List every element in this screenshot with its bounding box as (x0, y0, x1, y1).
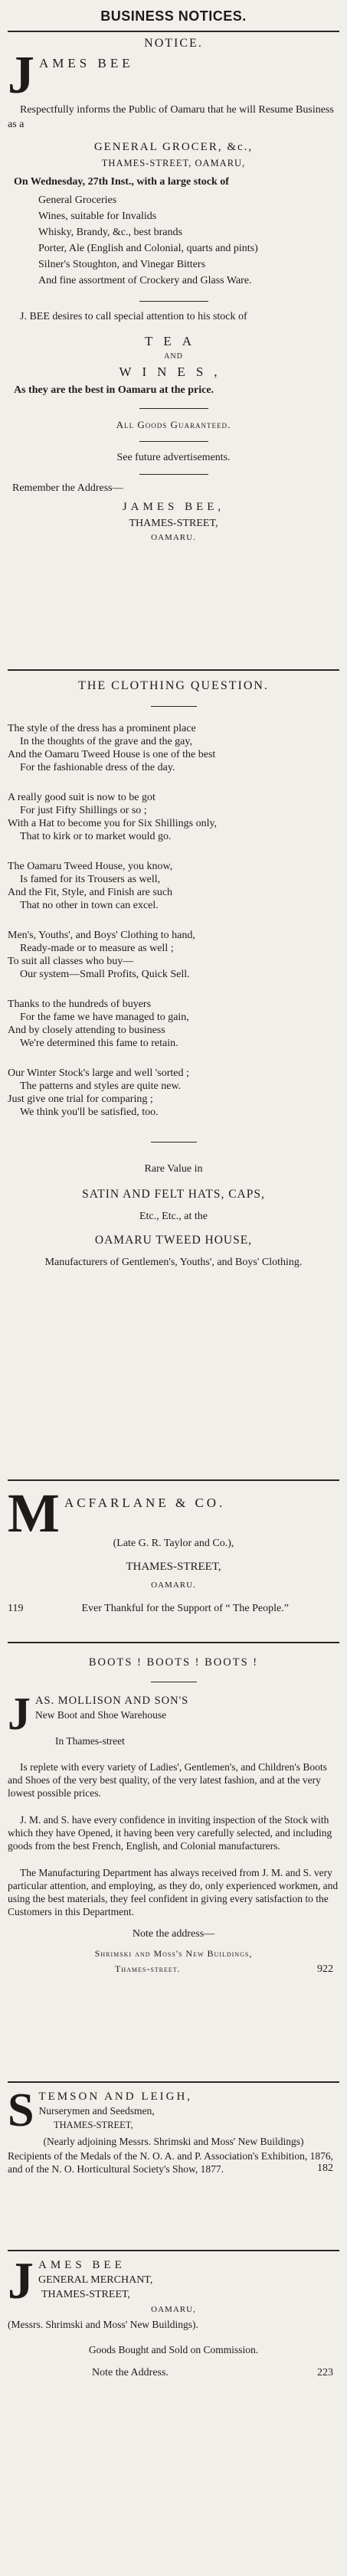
newspaper-column (8, 0, 339, 2576)
divider (139, 474, 208, 475)
verse-line: For just Fifty Shillings or so ; (20, 805, 147, 816)
attention-text: J. BEE desires to call special attention to his stock of (20, 311, 247, 322)
stock-item: General Groceries (38, 195, 117, 206)
verse-line: We're determined this fame to retain. (20, 1038, 178, 1049)
ad-james-bee-notice (8, 32, 339, 669)
verse-line: Men's, Youths', and Boys' Clothing to hand, (8, 930, 195, 941)
ad-james-bee-merchant (8, 2251, 339, 2411)
future-ads-line: See future advertisements. (116, 452, 231, 463)
stock-item: Wines, suitable for Invalids (38, 211, 157, 222)
divider (139, 408, 208, 409)
clothing-heading: THE CLOTHING QUESTION. (78, 679, 269, 692)
verse-line: Thanks to the hundreds of buyers (8, 999, 152, 1010)
thanks-row (8, 1591, 339, 1616)
notice-heading: NOTICE. (144, 37, 203, 50)
verse-line: And by closely attending to business (8, 1025, 165, 1036)
merchant-name: AMES BEE (38, 2259, 126, 2271)
street-line: THAMES-STREET, (54, 2120, 133, 2130)
stock-item: Silner's Stoughton, and Vinegar Bitters (38, 259, 206, 270)
medals-line: Recipients of the Medals of the N. O. A. and P. Association's Exhibition, 1876, and of the N. O. Horticultural Society's Show, 1877. (8, 2150, 334, 2175)
verse-line: And the Fit, Style, and Finish are such (8, 887, 173, 898)
address-row (8, 1961, 339, 1977)
wines-heading: WINES, (119, 364, 228, 379)
dropcap: J (8, 46, 34, 105)
late-firm-line: (Late G. R. Taylor and Co.), (113, 1538, 234, 1549)
ad-number: 119 (8, 1603, 24, 1614)
town-line: OAMARU, (151, 2305, 196, 2314)
verse-line: In the thoughts of the grave and the gay, (20, 736, 192, 747)
verse-line: That to kirk or to market would go. (20, 831, 172, 842)
verse-line: The patterns and styles are quite new. (20, 1080, 182, 1092)
verse-stanza (8, 981, 339, 1050)
page-title: BUSINESS NOTICES. (100, 8, 247, 24)
thanks-line: Ever Thankful for the Support of “ The People.” (81, 1603, 289, 1614)
divider (139, 301, 208, 302)
ad-stemson-leigh (8, 2083, 339, 2250)
note-row (8, 2358, 339, 2381)
verse-stanza (8, 843, 339, 912)
guarantee-line: All Goods Guaranteed. (116, 419, 231, 430)
tweed-house-line: OAMARU TWEED HOUSE, (94, 1234, 253, 1247)
stock-item: Porter, Ale (English and Colonial, quarts and pints) (38, 243, 258, 254)
trade-line: GENERAL MERCHANT, (38, 2274, 153, 2286)
divider (139, 441, 208, 442)
verse-line: For the fashionable dress of the day. (20, 762, 175, 773)
best-price-line: As they are the best in Oamaru at the price. (14, 384, 214, 396)
dropcap: M (8, 1483, 60, 1544)
etc-line: Etc., Etc., at the (139, 1211, 208, 1222)
and-word: AND (164, 352, 183, 361)
street-line: THAMES-STREET, (41, 2289, 131, 2300)
dropcap: J (8, 2251, 34, 2310)
stock-item: Whisky, Brandy, &c., best brands (38, 227, 182, 238)
name-block (8, 46, 339, 105)
verse-line: The Oamaru Tweed House, you know, (8, 861, 173, 872)
verse-line: That no other in town can excel. (20, 900, 159, 911)
verse-line: We think you'll be satisfied, too. (20, 1107, 159, 1118)
verse-line: Our Winter Stock's large and well 'sorted ; (8, 1067, 189, 1079)
ad-mollison-boots (8, 1643, 339, 2081)
stock-item: And fine assortment of Crockery and Glass Ware. (38, 275, 252, 286)
name-block (8, 1688, 339, 1739)
firm-name: TEMSON AND LEIGH, (38, 2091, 193, 2103)
verse-stanza (8, 774, 339, 843)
verse-line: The style of the dress has a prominent place (8, 723, 196, 734)
date-line: On Wednesday, 27th Inst., with a large stock of (14, 176, 229, 188)
verse-stanza (8, 912, 339, 981)
trade-line: Nurserymen and Seedsmen, (38, 2105, 155, 2117)
address-street: THAMES-STREET, (129, 518, 218, 529)
street-line: In Thames-street (55, 1735, 125, 1747)
buildings-line: (Messrs. Shrimski and Moss' New Buildings). (8, 2319, 198, 2330)
dropcap: S (8, 2084, 34, 2136)
note-address-line: Note the address— (132, 1928, 215, 1940)
note-address-line: Note the Address. (92, 2367, 169, 2378)
merchant-name: AMES BEE (39, 56, 134, 70)
tea-heading: TEA (144, 334, 203, 348)
name-block (8, 2084, 339, 2136)
firm-name: ACFARLANE & CO. (64, 1496, 226, 1510)
verse-line: Just give one trial for comparing ; (8, 1093, 153, 1105)
verse-stanza (8, 722, 339, 774)
verse-stanza (8, 1050, 339, 1119)
verse-line: To suit all classes who buy— (8, 956, 134, 967)
address-town: OAMARU. (151, 533, 196, 542)
divider (151, 1142, 197, 1143)
rare-value-line: Rare Value in (144, 1163, 203, 1175)
street-line: Thames-street. (115, 1963, 181, 1974)
boots-heading: BOOTS ! BOOTS ! BOOTS ! (88, 1656, 259, 1669)
firm-name: AS. MOLLISON AND SON'S (35, 1695, 189, 1707)
verse-line: A really good suit is now to be got (8, 792, 155, 803)
intro-text: Respectfully informs the Public of Oamaru that he will Resume Business as a (8, 104, 334, 130)
paragraph: J. M. and S. have every confidence in inviting inspection of the Stock with which they have Opened, it having been very carefully selected, and including goods from the best French, English, and Colonial manufacturers. (8, 1814, 332, 1852)
warehouse-line: New Boot and Shoe Warehouse (35, 1709, 167, 1721)
address-line: THAMES-STREET, OAMARU, (101, 158, 246, 168)
ad-number: 223 (317, 2367, 333, 2378)
dropcap: J (8, 1688, 31, 1739)
verse-line: For the fame we have managed to gain, (20, 1012, 189, 1023)
paragraph: The Manufacturing Department has always received from J. M. and S. very particular attention, and employing, as they do, only experienced workmen, and using the best materials, they feel confident in giving every satisfaction to the Customers in this Department. (8, 1867, 339, 1917)
address-line: Shrimski and Moss's New Buildings, (94, 1948, 253, 1959)
town-line: OAMARU. (151, 1581, 196, 1590)
street-line: THAMES-STREET, (126, 1561, 221, 1573)
verse-line: And the Oamaru Tweed House is one of the best (8, 749, 216, 760)
paragraph: Is replete with every variety of Ladies', Gentlemen's, and Children's Boots and Shoes of the very best quality, of the very latest fashion, and at the very lowest possible prices. (8, 1761, 327, 1799)
location-line: (Nearly adjoining Messrs. Shrimski and Moss' New Buildings) (43, 2136, 304, 2147)
section-header (8, 0, 339, 31)
verse-line: Our system—Small Profits, Quick Sell. (20, 969, 190, 980)
ad-macfarlane (8, 1481, 339, 1642)
ad-clothing-question (8, 671, 339, 1479)
commission-line: Goods Bought and Sold on Commission. (88, 2344, 259, 2355)
remember-line: Remember the Address— (12, 482, 123, 494)
ad-number: 922 (317, 1963, 333, 1975)
divider (151, 706, 197, 707)
verse-line: Is famed for its Trousers as well, (20, 874, 161, 885)
verse-line: Ready-made or to measure as well ; (20, 943, 174, 954)
hats-line: SATIN AND FELT HATS, CAPS, (82, 1188, 265, 1201)
address-name: JAMES BEE, (122, 501, 225, 513)
trade-line: GENERAL GROCER, &c., (93, 141, 254, 153)
makers-line: Manufacturers of Gentlemen's, Youths', and Boys' Clothing. (44, 1257, 303, 1268)
verse-line: With a Hat to become you for Six Shillings only, (8, 818, 218, 829)
ad-number: 182 (317, 2162, 333, 2174)
stock-list (8, 189, 339, 289)
